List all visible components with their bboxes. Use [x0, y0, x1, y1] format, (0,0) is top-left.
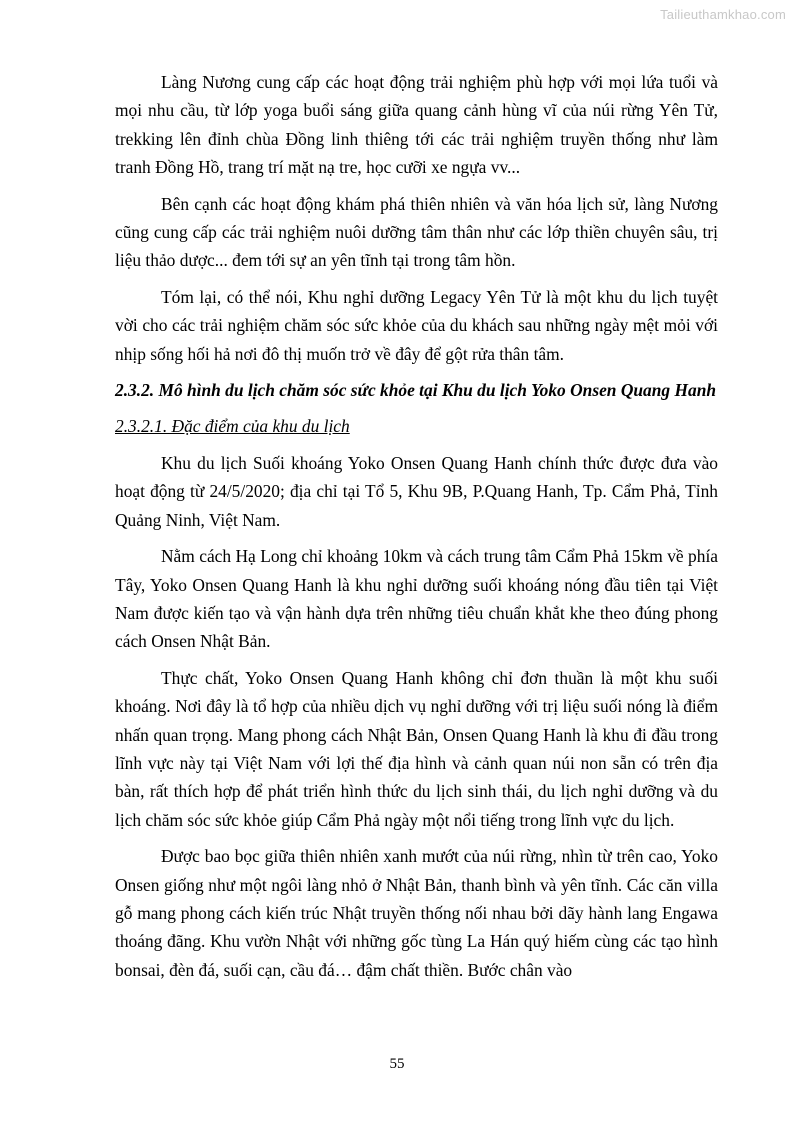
paragraph-legacy-summary: Tóm lại, có thể nói, Khu nghỉ dưỡng Legacy Yên Tử là một khu du lịch tuyệt vời cho các trải nghiệm chăm sóc sức khỏe của du khách sau những ngày mệt mỏi với nhịp sống hối hả nơi đô thị muốn trở về đây để gột rửa thân tâm. [115, 286, 718, 364]
document-body [115, 68, 718, 992]
paragraph-lang-nuong-activities: Làng Nương cung cấp các hoạt động trải nghiệm phù hợp với mọi lứa tuổi và mọi nhu cầu, từ lớp yoga buổi sáng giữa quang cảnh hùng vĩ của núi rừng Yên Tử, trekking lên đỉnh chùa Đồng linh thiêng tới các trải nghiệm truyền thống như làm tranh Đồng Hồ, trang trí mặt nạ tre, học cưỡi xe ngựa vv... [115, 72, 718, 178]
paragraph-lang-nuong-wellness: Bên cạnh các hoạt động khám phá thiên nhiên và văn hóa lịch sử, làng Nương cũng cung cấp các trải nghiệm nuôi dưỡng tâm thân như các lớp thiền chuyên sâu, trị liệu thảo dược... đem tới sự an yên tĩnh tại trong tâm hồn. [115, 193, 718, 271]
paragraph-yoko-location: Nằm cách Hạ Long chỉ khoảng 10km và cách trung tâm Cẩm Phả 15km về phía Tây, Yoko Onsen Quang Hanh là khu nghỉ dưỡng suối khoáng nóng đầu tiên tại Việt Nam được kiến tạo và vận hành dựa trên những tiêu chuẩn khắt khe theo đúng phong cách Onsen Nhật Bản. [115, 546, 718, 652]
watermark-text: Tailieuthamkhao.com [660, 7, 786, 22]
paragraph-yoko-opening: Khu du lịch Suối khoáng Yoko Onsen Quang Hanh chính thức được đưa vào hoạt động từ 24/5/2020; địa chỉ tại Tổ 5, Khu 9B, P.Quang Hanh, Tp. Cẩm Phả, Tỉnh Quảng Ninh, Việt Nam. [115, 452, 718, 530]
paragraph-yoko-services: Thực chất, Yoko Onsen Quang Hanh không chỉ đơn thuần là một khu suối khoáng. Nơi đây là tổ hợp của nhiều dịch vụ nghỉ dưỡng với trị liệu suối nóng là điểm nhấn quan trọng. Mang phong cách Nhật Bản, Onsen Quang Hanh là khu đi đầu trong lĩnh vực này tại Việt Nam với lợi thế địa hình và cảnh quan núi non sẵn có trên địa bàn, rất thích hợp để phát triển hình thức du lịch sinh thái, du lịch nghỉ dưỡng và du lịch chăm sóc sức khỏe giúp Cẩm Phả ngày một nổi tiếng trong lĩnh vực du lịch. [115, 667, 718, 830]
subsection-heading: 2.3.2.1. Đặc điểm của khu du lịch [115, 416, 350, 437]
section-heading: 2.3.2. Mô hình du lịch chăm sóc sức khỏe tại Khu du lịch Yoko Onsen Quang Hanh [115, 380, 717, 401]
page-number: 55 [389, 1056, 405, 1072]
paragraph-yoko-landscape: Được bao bọc giữa thiên nhiên xanh mướt của núi rừng, nhìn từ trên cao, Yoko Onsen giống như một ngôi làng nhỏ ở Nhật Bản, thanh bình và yên tĩnh. Các căn villa gỗ mang phong cách kiến trúc Nhật truyền thống nối nhau bởi dãy hành lang Engawa thoáng đãng. Khu vườn Nhật với những gốc tùng La Hán quý hiếm cùng các tạo hình bonsai, đèn đá, suối cạn, cầu đá… đậm chất thiền. Bước chân vào [115, 846, 718, 980]
